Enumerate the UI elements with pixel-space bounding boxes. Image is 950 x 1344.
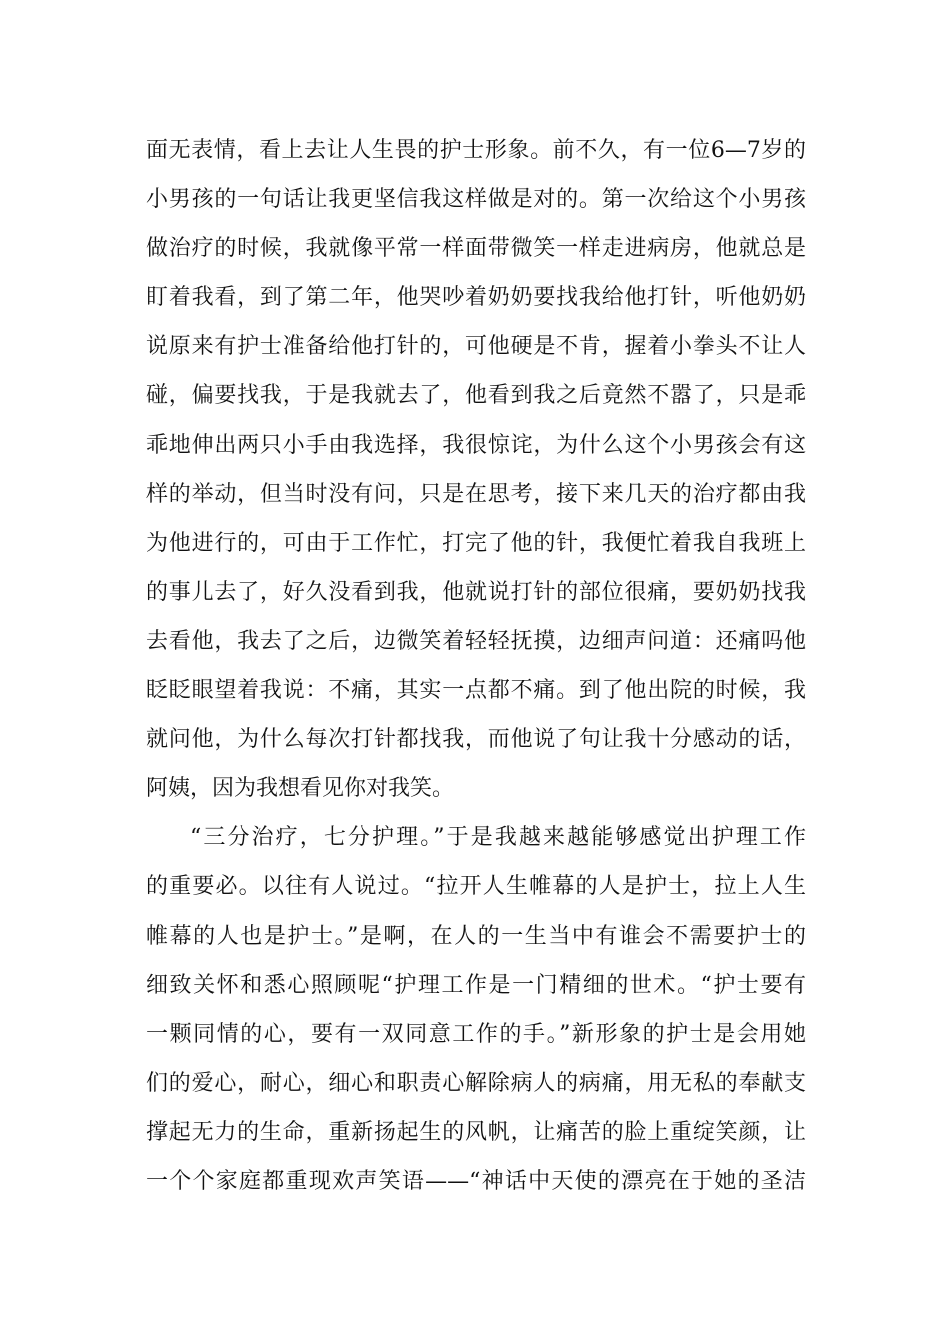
paragraph-1-line-10: 的事儿去了，好久没看到我，他就说打针的部位很痛，要奶奶找我 (146, 579, 806, 605)
paragraph-2-line-7: 撑起无力的生命，重新扬起生的风帆，让痛苦的脸上重绽笑颜，让 (146, 1119, 806, 1145)
paragraph-1-line-6: 碰，偏要找我，于是我就去了，他看到我之后竟然不嚣了，只是乖 (146, 383, 806, 409)
paragraph-1-line-4: 盯着我看，到了第二年，他哭吵着奶奶要找我给他打针，听他奶奶 (146, 285, 806, 311)
paragraph-2-line-2: 的重要必。以往有人说过。“拉开人生帷幕的人是护士，拉上人生 (146, 874, 806, 900)
paragraph-2-line-1: “三分治疗，七分护理。”于是我越来越能够感觉出护理工作 (190, 825, 806, 851)
paragraph-1-line-5: 说原来有护士准备给他打针的，可他硬是不肯，握着小拳头不让人 (146, 334, 806, 360)
paragraph-1-line-9: 为他进行的，可由于工作忙，打完了他的针，我便忙着我自我班上 (146, 530, 806, 556)
paragraph-1-line-13: 就问他，为什么每次打针都找我，而他说了句让我十分感动的话， (146, 727, 806, 753)
paragraph-1-line-12: 眨眨眼望着我说：不痛，其实一点都不痛。到了他出院的时候，我 (146, 678, 806, 704)
paragraph-1-line-14: 阿姨，因为我想看见你对我笑。 (146, 776, 455, 802)
paragraph-2-line-3: 帷幕的人也是护士。”是啊，在人的一生当中有谁会不需要护士的 (146, 923, 806, 949)
paragraph-1-line-3: 做治疗的时候，我就像平常一样面带微笑一样走进病房，他就总是 (146, 236, 806, 262)
paragraph-1-line-8: 样的举动，但当时没有问，只是在思考，接下来几天的治疗都由我 (146, 481, 806, 507)
paragraph-1-line-7: 乖地伸出两只小手由我选择，我很惊诧，为什么这个小男孩会有这 (146, 432, 806, 458)
paragraph-2-line-6: 们的爱心，耐心，细心和职责心解除病人的病痛，用无私的奉献支 (146, 1070, 806, 1096)
paragraph-2-line-5: 一颗同情的心，要有一双同意工作的手。”新形象的护士是会用她 (146, 1021, 806, 1047)
paragraph-2-line-8: 一个个家庭都重现欢声笑语——“神话中天使的漂亮在于她的圣洁 (146, 1168, 806, 1194)
paragraph-1-line-2: 小男孩的一句话让我更坚信我这样做是对的。第一次给这个小男孩 (146, 187, 806, 213)
paragraph-1-line-1: 面无表情，看上去让人生畏的护士形象。前不久，有一位6—7岁的 (146, 138, 806, 163)
body-text (146, 126, 806, 1206)
paragraph-1-line-11: 去看他，我去了之后，边微笑着轻轻抚摸，边细声问道：还痛吗他 (146, 628, 806, 654)
paragraph-2-line-4: 细致关怀和悉心照顾呢“护理工作是一门精细的世术。“护士要有 (146, 972, 806, 998)
